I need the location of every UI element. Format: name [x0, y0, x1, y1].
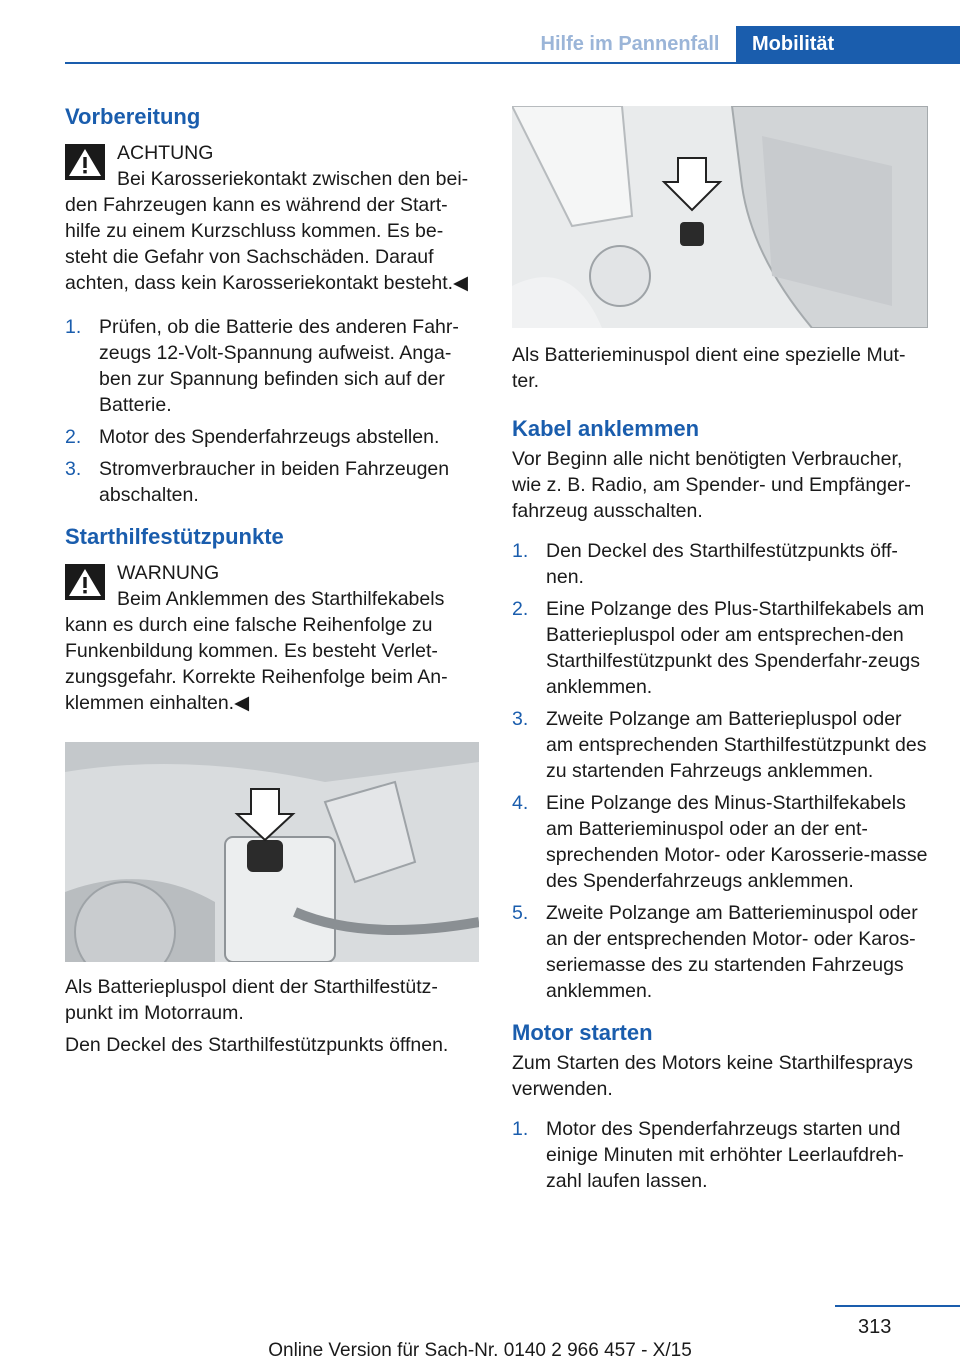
list-item: 1. Motor des Spenderfahrzeugs starten und einige Minuten mit erhöhter Leerlaufdreh-zahl laufen lassen. — [512, 1118, 904, 1192]
steps-list-kabel — [512, 538, 932, 1004]
left-column — [65, 102, 477, 1058]
list-item: 5. Zweite Polzange am Batterieminuspol oder an der entsprechenden Motor- oder Karos-seriemasse des zu startenden Fahrzeugs anklemmen. — [512, 902, 918, 1002]
heading-vorbereitung: Vorbereitung — [65, 104, 201, 129]
list-item: 4. Eine Polzange des Minus-Starthilfekabels am Batterieminuspol oder an der ent-sprechenden Motor- oder Karosserie-masse des Spenderfahrzeugs anklemmen. — [512, 792, 928, 892]
list-item: 1. Den Deckel des Starthilfestützpunkts öff-nen. — [512, 540, 898, 588]
steps-list-preparation — [65, 314, 477, 508]
heading-kabel: Kabel anklemmen — [512, 416, 700, 441]
warning-text: Bei Karosseriekontakt zwischen den bei-den Fahrzeugen kann es während der Start-hilfe zu einem Kurzschluss kommen. Es be-steht die Gefahr von Sachschäden. Darauf achten, dass kein Karosseriekontakt besteht.◀ — [65, 168, 469, 294]
online-version-note: Online Version für Sach-Nr. 0140 2 966 457 - X/15 — [268, 1340, 692, 1361]
list-item: 2. Motor des Spenderfahrzeugs abstellen. — [65, 426, 440, 448]
warning-text: Beim Anklemmen des Starthilfekabels kann es durch eine falsche Reihenfolge zu Funkenbildung kommen. Es besteht Verlet-zungsgefahr. Korrekte Reihenfolge beim An-klemmen einhalten.◀ — [65, 588, 448, 714]
list-item: 3. Stromverbraucher in beiden Fahrzeugen abschalten. — [65, 458, 450, 506]
minus-nut-illustration — [512, 106, 928, 328]
caption-deckel: Den Deckel des Starthilfestützpunkts öffnen. — [65, 1034, 449, 1056]
warning-triangle-icon — [65, 564, 105, 600]
minus-nut-photo — [512, 106, 928, 328]
list-item: 1. Prüfen, ob die Batterie des anderen Fahr-zeugs 12-Volt-Spannung aufweist. Anga-ben zur Spannung befinden sich auf der Batterie. — [65, 316, 459, 416]
list-item: 3. Zweite Polzange am Batteriepluspol oder am entsprechenden Starthilfestützpunkt des zu startenden Fahrzeugs anklemmen. — [512, 708, 927, 782]
intro-motor: Zum Starten des Motors keine Starthilfesprays verwenden. — [512, 1052, 913, 1100]
intro-kabel: Vor Beginn alle nicht benötigten Verbraucher, wie z. B. Radio, am Spender- und Empfänger-fahrzeug ausschalten. — [512, 448, 911, 522]
header-section-tab[interactable]: Hilfe im Pannenfall — [540, 33, 720, 55]
right-column — [512, 102, 932, 1200]
page-number: 313 — [858, 1316, 892, 1338]
warning-triangle-icon — [65, 144, 105, 180]
warning-title: WARNUNG — [117, 562, 220, 584]
caption-minuspol: Als Batterieminuspol dient eine spezielle Mut-ter. — [512, 344, 906, 392]
warning-achtung — [65, 140, 477, 296]
warning-title: ACHTUNG — [117, 142, 214, 164]
heading-motor: Motor starten — [512, 1020, 653, 1045]
caption-pluspol: Als Batteriepluspol dient der Starthilfestütz-punkt im Motorraum. — [65, 976, 438, 1024]
engine-bay-illustration — [65, 742, 479, 962]
footer-rule — [835, 1305, 960, 1307]
header-chapter-tab[interactable]: Mobilität — [736, 26, 960, 64]
engine-bay-plus-photo — [65, 742, 479, 962]
heading-starthilfe: Starthilfestützpunkte — [65, 524, 284, 549]
steps-list-motor — [512, 1116, 932, 1194]
list-item: 2. Eine Polzange des Plus-Starthilfekabels am Batteriepluspol oder am entsprechen-den Starthilfestützpunkt des Spenderfahr-zeugs anklemmen. — [512, 598, 925, 698]
warning-warnung — [65, 560, 477, 716]
